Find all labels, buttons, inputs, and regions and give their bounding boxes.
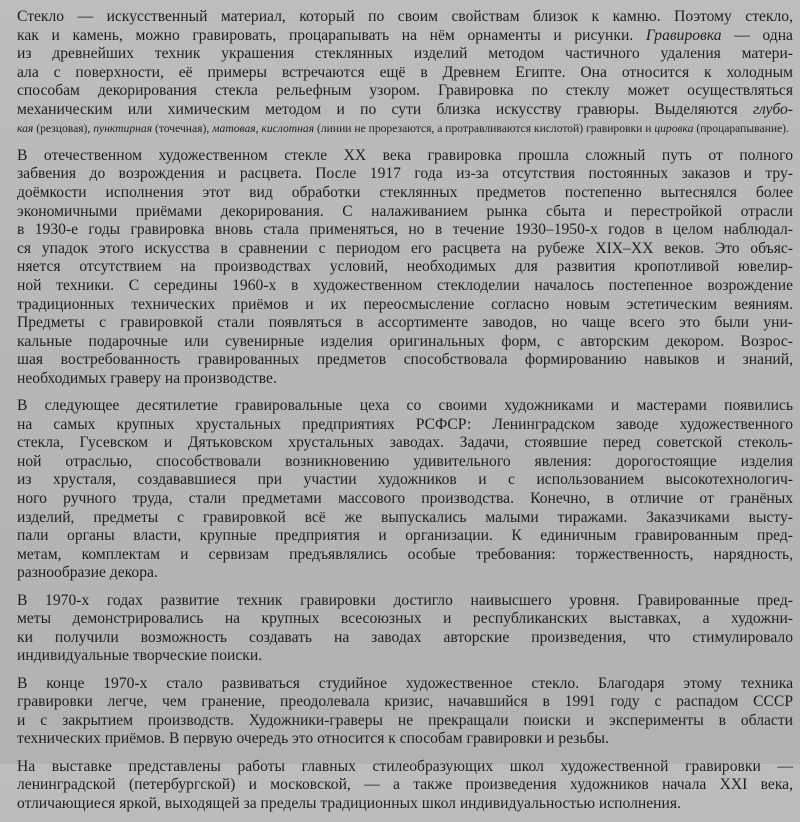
text-line: [17, 776, 793, 795]
text-line: [17, 675, 793, 694]
italic-term: кая: [17, 121, 34, 135]
text-line: [17, 730, 793, 749]
text-segment: механическим или химическим методом и по сути близка искусству гравюры. Выделяются: [17, 100, 753, 118]
text-segment: (резцовая),: [33, 121, 94, 135]
text-line: [17, 314, 793, 333]
text-segment: технических приёмов. В первую очередь это относится к способам гравировки и резьбы.: [17, 730, 609, 748]
text-segment: ала с поверхности, её примеры встречаются ещё в Древнем Египте. Она относится к холодным: [17, 63, 793, 81]
text-line: [17, 471, 793, 490]
text-line: [17, 527, 793, 546]
text-segment: гравировки легче, чем гранение, преодолевала кризис, начавшийся в 1991 году с распадом СССР: [17, 693, 793, 711]
text-segment: изделий, предметы с гравировкой всё же выпускались малыми тиражами. Заказчиками высту-: [17, 508, 793, 526]
paragraph: [17, 592, 793, 666]
text-line: [17, 27, 793, 46]
text-segment: дoёмкости исполнения этот вид обработки стеклянных предметов постепенно вытеснялся более: [17, 183, 793, 201]
italic-term: Гравировка: [645, 26, 722, 44]
text-line: [17, 509, 793, 528]
text-line: [17, 64, 793, 83]
text-segment: Предметы с гравировкой стали появляться в ассортименте заводов, но чаще всего это были уни-: [17, 314, 793, 332]
text-line: [17, 333, 793, 352]
text-line: [17, 434, 793, 453]
text-line: [17, 647, 793, 666]
document-page: [17, 8, 793, 822]
italic-term: пунктирная: [93, 121, 153, 135]
text-segment: из хрусталя, создававшиеся при участии художников и с использованием высокотехнологич-: [17, 471, 793, 489]
text-segment: В следующее десятилетие гравировальные цеха со своими художниками и мастерами появились: [17, 397, 793, 415]
text-segment: ного ручного труда, стали предметами массового производства. Конечно, в отличие от гранёных: [17, 490, 793, 508]
text-segment: шая востребованность гравированных предметов способствовала формированию навыков и знаний,: [17, 351, 793, 369]
text-line: [17, 490, 793, 509]
text-segment: стекла, Гусевском и Дятьковском хрустальных заводах. Задачи, стоявшие перед советской стеколь-: [17, 434, 793, 452]
text-line: [17, 120, 793, 139]
text-line: [17, 240, 793, 259]
text-segment: экономичными приёмами декорирования. С налаживанием рынка сбыта и перестройкой отрасли: [17, 202, 793, 220]
text-segment: — одна: [721, 26, 793, 44]
paragraph: [17, 397, 793, 583]
paragraph: [17, 147, 793, 389]
text-line: [17, 165, 793, 184]
text-segment: На выставке представлены работы главных стилеобразующих школ художественной гравировки —: [17, 757, 793, 775]
text-segment: (процарапывание).: [693, 121, 789, 135]
text-segment: ся упадок этого искусства в сравнении с периодом его расцвета на рубеже XIX–XX веков. Это объяс-: [17, 239, 793, 257]
paragraph: [17, 758, 793, 814]
text-line: [17, 610, 793, 629]
italic-term: цировка: [654, 121, 694, 135]
text-line: [17, 184, 793, 203]
text-segment: отличающиеся яркой, выходящей за пределы традиционных школ индивидуальностью исполнения.: [17, 794, 681, 812]
text-line: [17, 416, 793, 435]
text-line: [17, 277, 793, 296]
text-segment: (точечная),: [152, 121, 213, 135]
text-line: [17, 712, 793, 731]
text-segment: ной техники. С середины 1960-х в художественном стеклоделии началось постепенное возрождение: [17, 276, 793, 294]
text-segment: забвения до возрождения и расцвета. После 1917 года из-за отсутствия постоянных заказов и тру-: [17, 165, 793, 183]
text-segment: метам, комплектам и сервизам предъявлялись особые требования: торжественность, нарядность,: [17, 545, 793, 563]
text-line: [17, 147, 793, 166]
text-line: [17, 564, 793, 583]
text-line: [17, 453, 793, 472]
text-line: [17, 221, 793, 240]
text-line: [17, 693, 793, 712]
text-line: [17, 45, 793, 64]
text-segment: (линии не прорезаются, а протравливаются кислотой) гравировки и: [314, 121, 655, 135]
text-segment: из древнейших техник украшения стеклянных изделий методом частичного удаления матери-: [17, 45, 793, 63]
text-segment: В 1970-х годах развитие техник гравировки достигло наивысшего уровня. Гравированные пред-: [17, 591, 793, 609]
text-line: [17, 592, 793, 611]
text-segment: ленинградской (петербургской) и московской, — а также произведения художников начала XXI века,: [17, 776, 793, 794]
paragraph: [17, 675, 793, 749]
text-line: [17, 397, 793, 416]
italic-term: матовая, кислотная: [212, 121, 315, 135]
text-line: [17, 546, 793, 565]
text-segment: В конце 1970-х стало развиваться студийное художественное стекло. Благодаря этому техника: [17, 674, 793, 692]
text-segment: на самых крупных хрустальных предприятиях РСФСР: Ленинградском заводе художественного: [17, 415, 793, 433]
text-line: [17, 203, 793, 222]
italic-term: глубо-: [752, 100, 793, 118]
text-segment: ной отраслью, способствовали возникновению удивительного явления: дорогостоящие изделия: [17, 452, 793, 470]
text-line: [17, 795, 793, 814]
paragraph: [17, 8, 793, 138]
text-line: [17, 370, 793, 389]
text-segment: кальные подарочные или сувенирные изделия оригинальных форм, с авторским декором. Возрос-: [17, 332, 793, 350]
text-line: [17, 101, 793, 120]
text-segment: пали органы власти, крупные предприятия и организации. К единичным гравированным пред-: [17, 527, 793, 545]
text-segment: няется отсутствием на производствах условий, необходимых для развития кропотливой ювелир-: [17, 258, 793, 276]
text-line: [17, 351, 793, 370]
text-segment: В отечественном художественном стекле XX века гравировка прошла сложный путь от полного: [17, 146, 793, 164]
text-segment: и с закрытием производств. Художники-граверы не прекращали поиски и эксперименты в области: [17, 711, 793, 729]
text-segment: разнообразие декора.: [17, 564, 158, 582]
text-line: [17, 258, 793, 277]
text-line: [17, 296, 793, 315]
text-line: [17, 758, 793, 777]
text-line: [17, 629, 793, 648]
text-segment: в 1930-е годы гравировка вновь стала применяться, но в течение 1930–1950-х годов в целом наблюдал-: [17, 221, 793, 239]
text-line: [17, 82, 793, 101]
text-segment: необходимых граверу на производстве.: [17, 369, 277, 387]
text-segment: Стекло — искусственный материал, который по своим свойствам близок к камню. Поэтому стекло,: [17, 8, 793, 25]
text-segment: меты демонстрировались на крупных всесоюзных и республиканских выставках, а художни-: [17, 610, 793, 628]
text-segment: способам декорирования стекла рельефным узором. Гравировка по стеклу может осуществляться: [17, 82, 793, 100]
text-segment: традиционных технических приёмов и их переосмысление согласно новым эстетическим веяниям.: [17, 295, 793, 313]
text-segment: как и камень, можно гравировать, процарапывать на нём орнаменты и рисунки.: [17, 26, 646, 44]
text-line: [17, 8, 793, 27]
text-segment: индивидуальные творческие поиски.: [17, 647, 263, 665]
text-segment: ки получили возможность создавать на заводах авторские произведения, что стимулировало: [17, 628, 793, 646]
